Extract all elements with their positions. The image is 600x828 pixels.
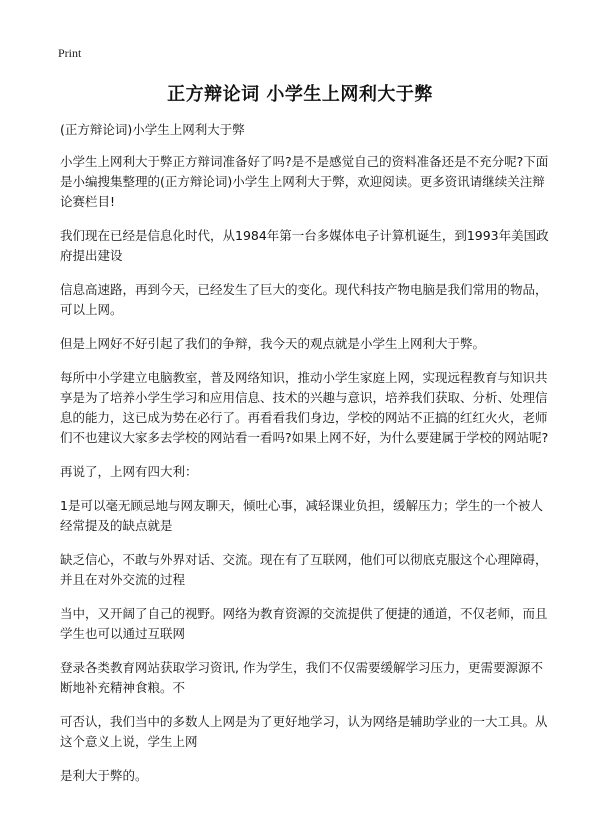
- paragraph: 再说了，上网有四大利：: [60, 464, 198, 479]
- print-link[interactable]: Print: [58, 46, 82, 60]
- article-subtitle: (正方辩论词)小学生上网利大于弊: [60, 122, 245, 137]
- paragraph: 是利大于弊的。: [60, 768, 148, 783]
- paragraph: 我们现在已经是信息化时代，从1984年第一台多媒体电子计算机诞生，到1993年美国政府提出建设: [60, 228, 549, 263]
- paragraph: 1是可以毫无顾忌地与网友聊天，倾吐心事，减轻课业负担，缓解压力；学生的一个被人经常提及的缺点就是: [60, 498, 543, 533]
- paragraph: 当中，又开阔了自己的视野。网络为教育资源的交流提供了便捷的通道，不仅老师，而且学生也可以通过互联网: [60, 606, 548, 641]
- paragraph: 缺乏信心，不敢与外界对话、交流。现在有了互联网，他们可以彻底克服这个心理障碍，并且在对外交流的过程: [60, 552, 548, 587]
- paragraph: 登录各类教育网站获取学习资讯, 作为学生，我们不仅需要缓解学习压力，更需要源源不断地补充精神食粮。不: [60, 660, 543, 695]
- page-title: 正方辩论词 小学生上网利大于弊: [167, 84, 433, 105]
- paragraph: 但是上网好不好引起了我们的争辩，我今天的观点就是小学生上网利大于弊。: [60, 336, 486, 351]
- paragraph: 信息高速路，再到今天，已经发生了巨大的变化。现代科技产物电脑是我们常用的物品，可以上网。: [60, 282, 548, 317]
- paragraph-intro: 小学生上网利大于弊正方辩词准备好了吗?是不是感觉自己的资料准备还是不充分呢?下面是小编搜集整理的(正方辩论词)小学生上网利大于弊，欢迎阅读。更多资讯请继续关注辩论赛栏目!: [60, 154, 549, 209]
- paragraph: 每所中小学建立电脑教室，普及网络知识，推动小学生家庭上网，实现远程教育与知识共享是为了培养小学生学习和应用信息、技术的兴趣与意识，培养我们获取、分析、处理信息的能力，这已成为势在必行了。再看看我们身边，学校的网站不正搞的红红火火，老师们不也建议大家多去学校的网站看一看吗?如果上网不好，为什么要建属于学校的网站呢?: [60, 370, 549, 445]
- paragraph: 可否认，我们当中的多数人上网是为了更好地学习，认为网络是辅助学业的一大工具。从这个意义上说，学生上网: [60, 714, 548, 749]
- article-body: [60, 120, 550, 800]
